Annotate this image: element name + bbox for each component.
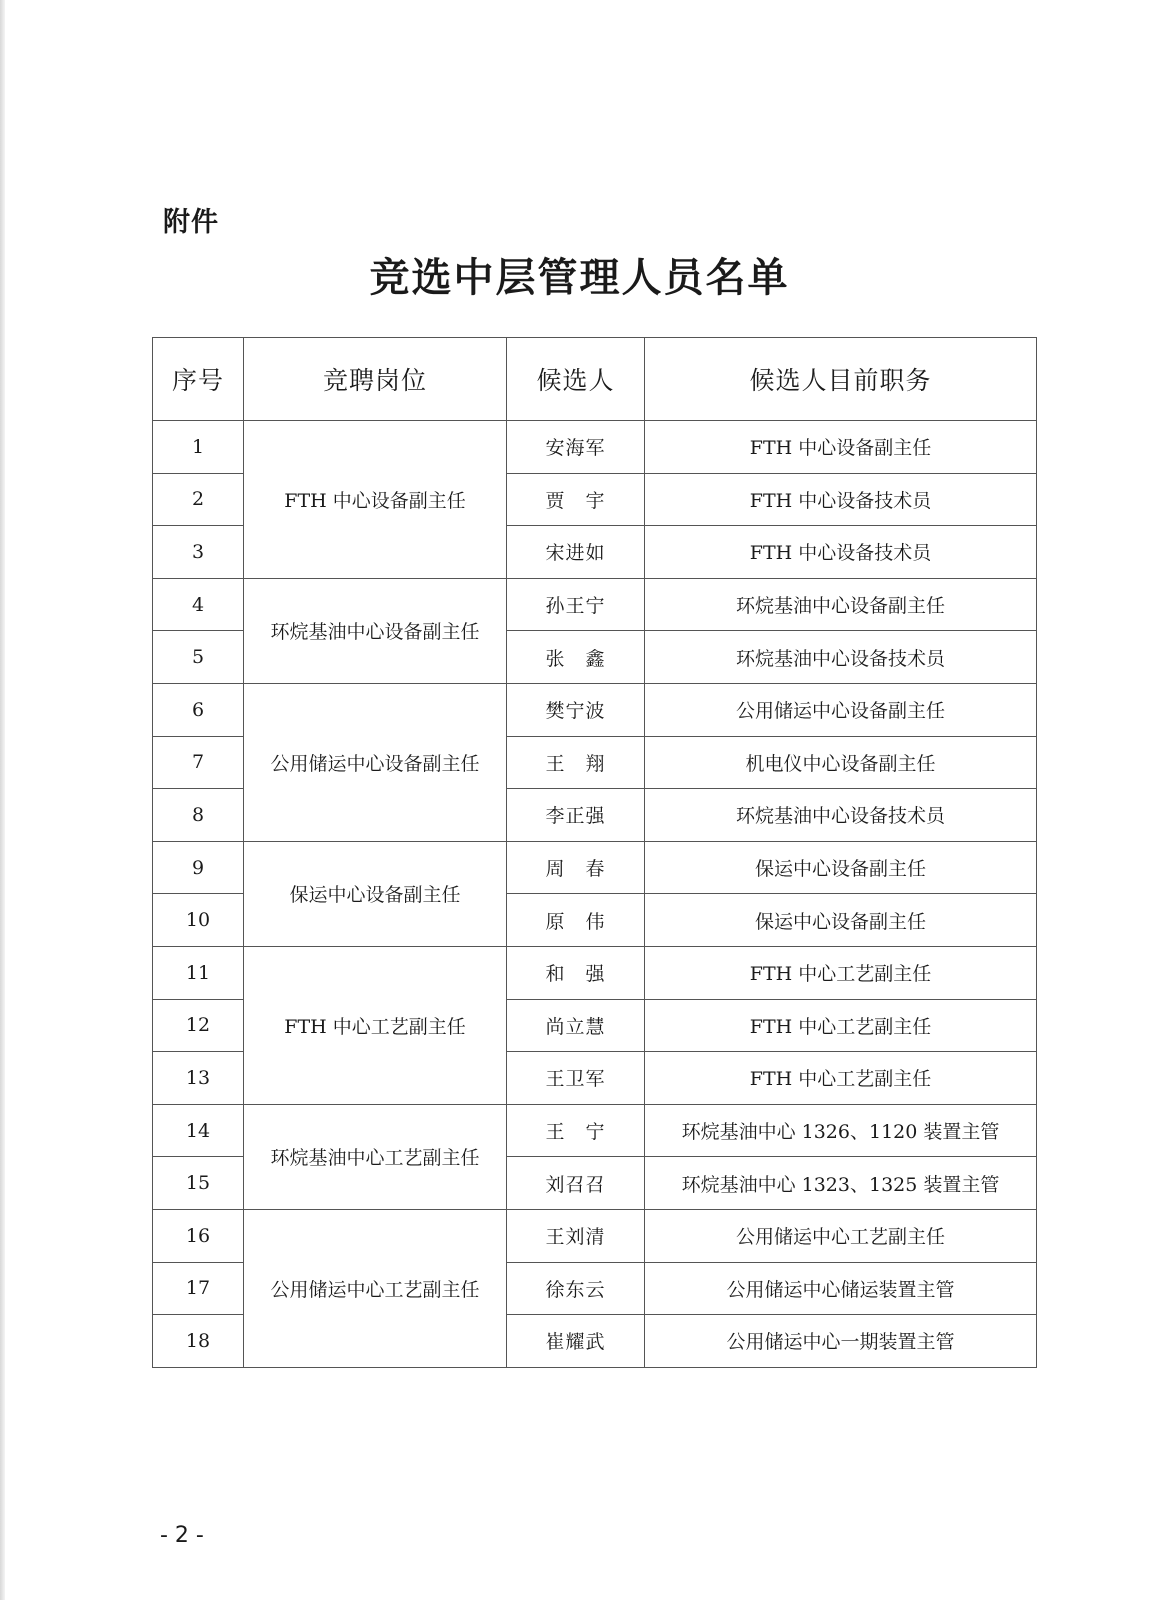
candidate-name: 李正强 bbox=[507, 789, 645, 842]
row-seq: 2 bbox=[153, 473, 244, 526]
current-role: 环烷基油中心 1326、1120 装置主管 bbox=[645, 1104, 1037, 1157]
table-row bbox=[153, 1209, 1037, 1262]
current-role: FTH 中心设备副主任 bbox=[645, 421, 1037, 474]
document-title: 竞选中层管理人员名单 bbox=[369, 254, 790, 301]
header-position: 竞聘岗位 bbox=[244, 338, 507, 421]
candidate-name: 和 强 bbox=[507, 946, 645, 999]
current-role: 环烷基油中心 1323、1325 装置主管 bbox=[645, 1157, 1037, 1210]
current-role: 公用储运中心工艺副主任 bbox=[645, 1209, 1037, 1262]
row-seq: 18 bbox=[153, 1315, 244, 1368]
candidate-name: 樊宁波 bbox=[507, 683, 645, 736]
row-seq: 7 bbox=[153, 736, 244, 789]
row-seq: 16 bbox=[153, 1209, 244, 1262]
candidate-name: 贾 宇 bbox=[507, 473, 645, 526]
current-role: FTH 中心设备技术员 bbox=[645, 473, 1037, 526]
position-cell: FTH 中心设备副主任 bbox=[244, 421, 507, 579]
current-role: 公用储运中心储运装置主管 bbox=[645, 1262, 1037, 1315]
table-body bbox=[153, 421, 1037, 1368]
header-seq: 序号 bbox=[153, 338, 244, 421]
row-seq: 5 bbox=[153, 631, 244, 684]
current-role: FTH 中心设备技术员 bbox=[645, 526, 1037, 579]
candidate-name: 宋进如 bbox=[507, 526, 645, 579]
candidate-name: 周 春 bbox=[507, 841, 645, 894]
page-edge bbox=[0, 0, 5, 1600]
header-candidate: 候选人 bbox=[507, 338, 645, 421]
position-cell: 公用储运中心工艺副主任 bbox=[244, 1209, 507, 1367]
candidate-name: 原 伟 bbox=[507, 894, 645, 947]
position-cell: 环烷基油中心工艺副主任 bbox=[244, 1104, 507, 1209]
current-role: FTH 中心工艺副主任 bbox=[645, 999, 1037, 1052]
candidate-name: 王刘清 bbox=[507, 1209, 645, 1262]
table-row bbox=[153, 1104, 1037, 1157]
row-seq: 8 bbox=[153, 789, 244, 842]
attachment-label: 附件 bbox=[163, 207, 219, 238]
current-role: FTH 中心工艺副主任 bbox=[645, 946, 1037, 999]
candidate-table bbox=[152, 337, 1037, 1368]
candidate-name: 尚立慧 bbox=[507, 999, 645, 1052]
table-row bbox=[153, 683, 1037, 736]
row-seq: 12 bbox=[153, 999, 244, 1052]
header-current-role: 候选人目前职务 bbox=[645, 338, 1037, 421]
current-role: 环烷基油中心设备副主任 bbox=[645, 578, 1037, 631]
row-seq: 10 bbox=[153, 894, 244, 947]
row-seq: 1 bbox=[153, 421, 244, 474]
current-role: 保运中心设备副主任 bbox=[645, 894, 1037, 947]
position-cell: 环烷基油中心设备副主任 bbox=[244, 578, 507, 683]
page-number: - 2 - bbox=[160, 1523, 204, 1548]
candidate-name: 张 鑫 bbox=[507, 631, 645, 684]
row-seq: 11 bbox=[153, 946, 244, 999]
candidate-name: 王卫军 bbox=[507, 1052, 645, 1105]
candidate-name: 安海军 bbox=[507, 421, 645, 474]
table-row bbox=[153, 841, 1037, 894]
candidate-name: 孙王宁 bbox=[507, 578, 645, 631]
position-cell: 公用储运中心设备副主任 bbox=[244, 683, 507, 841]
row-seq: 14 bbox=[153, 1104, 244, 1157]
row-seq: 17 bbox=[153, 1262, 244, 1315]
current-role: 环烷基油中心设备技术员 bbox=[645, 631, 1037, 684]
row-seq: 4 bbox=[153, 578, 244, 631]
row-seq: 3 bbox=[153, 526, 244, 579]
candidate-name: 王 翔 bbox=[507, 736, 645, 789]
row-seq: 13 bbox=[153, 1052, 244, 1105]
table-row bbox=[153, 946, 1037, 999]
candidate-name: 刘召召 bbox=[507, 1157, 645, 1210]
row-seq: 15 bbox=[153, 1157, 244, 1210]
candidate-name: 王 宁 bbox=[507, 1104, 645, 1157]
table-header-row bbox=[153, 338, 1037, 421]
position-cell: 保运中心设备副主任 bbox=[244, 841, 507, 946]
table-row bbox=[153, 578, 1037, 631]
candidate-name: 徐东云 bbox=[507, 1262, 645, 1315]
row-seq: 6 bbox=[153, 683, 244, 736]
position-cell: FTH 中心工艺副主任 bbox=[244, 946, 507, 1104]
current-role: 环烷基油中心设备技术员 bbox=[645, 789, 1037, 842]
candidate-name: 崔耀武 bbox=[507, 1315, 645, 1368]
current-role: 保运中心设备副主任 bbox=[645, 841, 1037, 894]
current-role: 公用储运中心设备副主任 bbox=[645, 683, 1037, 736]
current-role: 公用储运中心一期装置主管 bbox=[645, 1315, 1037, 1368]
current-role: 机电仪中心设备副主任 bbox=[645, 736, 1037, 789]
row-seq: 9 bbox=[153, 841, 244, 894]
current-role: FTH 中心工艺副主任 bbox=[645, 1052, 1037, 1105]
table-row bbox=[153, 421, 1037, 474]
